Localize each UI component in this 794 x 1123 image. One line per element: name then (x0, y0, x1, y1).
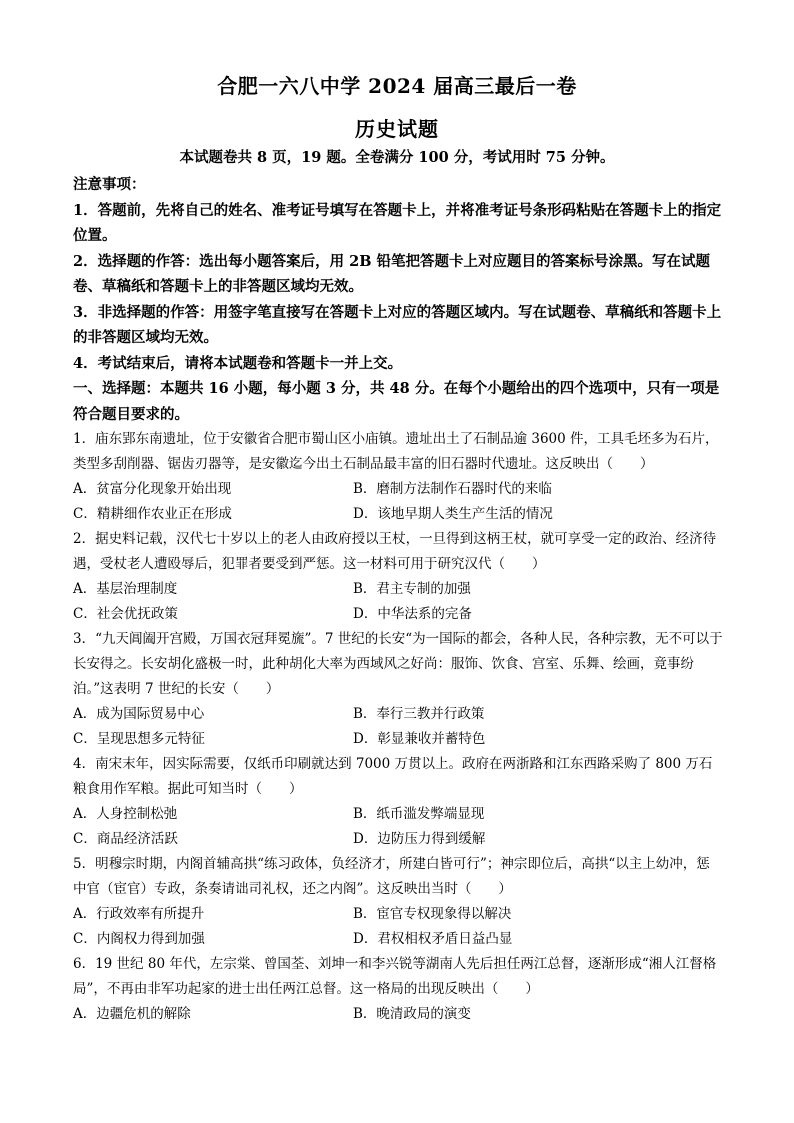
question-options (73, 702, 723, 752)
option-a: A．成为国际贸易中心 (73, 706, 205, 722)
option-c: C．商品经济活跃 (73, 831, 178, 847)
question-options (73, 902, 723, 952)
question-stem: 3．“九天阊阖开宫殿，万国衣冠拜冕旒”。7 世纪的长安“为一国际的都会，各种人民，各种宗教，无不可以于长安得之。长安胡化盛极一时，此种胡化大率为西域风之好尚：服饰、饮食、宫室、乐舞、绘画，竟事纷泊。”这表明 7 世纪的长安（ ） (73, 631, 723, 697)
option-a: A．边疆危机的解除 (73, 1006, 191, 1022)
question-1 (73, 427, 723, 527)
option-b: B．君主专制的加强 (353, 581, 471, 597)
exam-title: 合肥一六八中学 2024 届高三最后一卷 (217, 74, 577, 98)
notes-heading: 注意事项： (73, 176, 146, 193)
option-d: D．彰显兼收并蓄特色 (353, 731, 486, 747)
option-b: B．宦官专权现象得以解决 (353, 906, 512, 922)
question-stem: 5．明穆宗时期，内阁首辅高拱“练习政体，负经济才，所建白皆可行”；神宗即位后，高拱“以主上幼冲，惩中官（宦官）专政，条奏请诎司礼权，还之内阁”。这反映出当时（ ） (73, 856, 710, 897)
option-a: A．人身控制松弛 (73, 806, 178, 822)
option-b: B．晚清政局的演变 (353, 1006, 471, 1022)
note-item: 3．非选择题的作答：用签字笔直接写在答题卡上对应的答题区域内。写在试题卷、草稿纸和答题卡上的非答题区域均无效。 (73, 303, 722, 346)
option-c: C．精耕细作农业正在形成 (73, 506, 232, 522)
question-4 (73, 752, 723, 852)
question-stem: 4．南宋末年，因实际需要，仅纸币印刷就达到 7000 万贯以上。政府在两浙路和江东西路采购了 800 万石粮食用作军粮。据此可知当时（ ） (73, 756, 713, 797)
option-a: A．行政效率有所提升 (73, 906, 205, 922)
question-options (73, 477, 723, 527)
exam-subject: 历史试题 (355, 117, 439, 141)
note-item: 4．考试结束后，请将本试题卷和答题卡一并上交。 (73, 354, 403, 372)
question-options (73, 577, 723, 627)
question-5 (73, 852, 723, 952)
option-b: B．奉行三教并行政策 (353, 706, 485, 722)
note-item: 2．选择题的作答：选出每小题答案后，用 2B 铅笔把答题卡上对应题目的答案标号涂黑。写在试题卷、草稿纸和答题卡上的非答题区域均无效。 (73, 252, 711, 295)
exam-info: 本试题卷共 8 页，19 题。全卷满分 100 分，考试用时 75 分钟。 (179, 149, 615, 166)
option-b: B．磨制方法制作石器时代的来临 (353, 481, 552, 497)
question-stem: 2．据史料记载，汉代七十岁以上的老人由政府授以王杖，一旦得到这柄王杖，就可享受一定的政治、经济待遇，受杖老人遭殴辱后，犯罪者要受到严惩。这一材料可用于研究汉代（ ） (73, 531, 717, 572)
option-c: C．呈现思想多元特征 (73, 731, 205, 747)
question-6 (73, 952, 723, 1027)
question-stem: 1．庙东郢东南遗址，位于安徽省合肥市蜀山区小庙镇。遗址出土了石制品逾 3600 件，工具毛坯多为石片，类型多刮削器、锯齿刃器等，是安徽迄今出土石制品最丰富的旧石器时代遗址。这反映出（ ） (73, 431, 719, 472)
exam-content (73, 172, 723, 1027)
option-d: D．边防压力得到缓解 (353, 831, 486, 847)
option-b: B．纸币滥发弊端显现 (353, 806, 485, 822)
option-c: C．内阁权力得到加强 (73, 931, 205, 947)
question-2 (73, 527, 723, 627)
option-d: D．该地早期人类生产生活的情况 (353, 506, 553, 522)
option-d: D．中华法系的完备 (353, 606, 472, 622)
option-c: C．社会优抚政策 (73, 606, 178, 622)
option-d: D．君权相权矛盾日益凸显 (353, 931, 513, 947)
question-options (73, 802, 723, 852)
question-stem: 6．19 世纪 80 年代，左宗棠、曾国荃、刘坤一和李兴锐等湖南人先后担任两江总督，逐渐形成“湘人江督格局”，不再由非军功起家的进士出任两江总督。这一格局的出现反映出（ ） (73, 956, 717, 997)
option-a: A．基层治理制度 (73, 581, 178, 597)
section-heading: 一、选择题：本题共 16 小题，每小题 3 分，共 48 分。在每个小题给出的四个选项中，只有一项是符合题目要求的。 (73, 380, 720, 423)
note-item: 1．答题前，先将自己的姓名、准考证号填写在答题卡上，并将准考证号条形码粘贴在答题卡上的指定位置。 (73, 201, 722, 244)
question-3 (73, 627, 723, 752)
question-options (73, 1002, 723, 1027)
option-a: A．贫富分化现象开始出现 (73, 481, 232, 497)
